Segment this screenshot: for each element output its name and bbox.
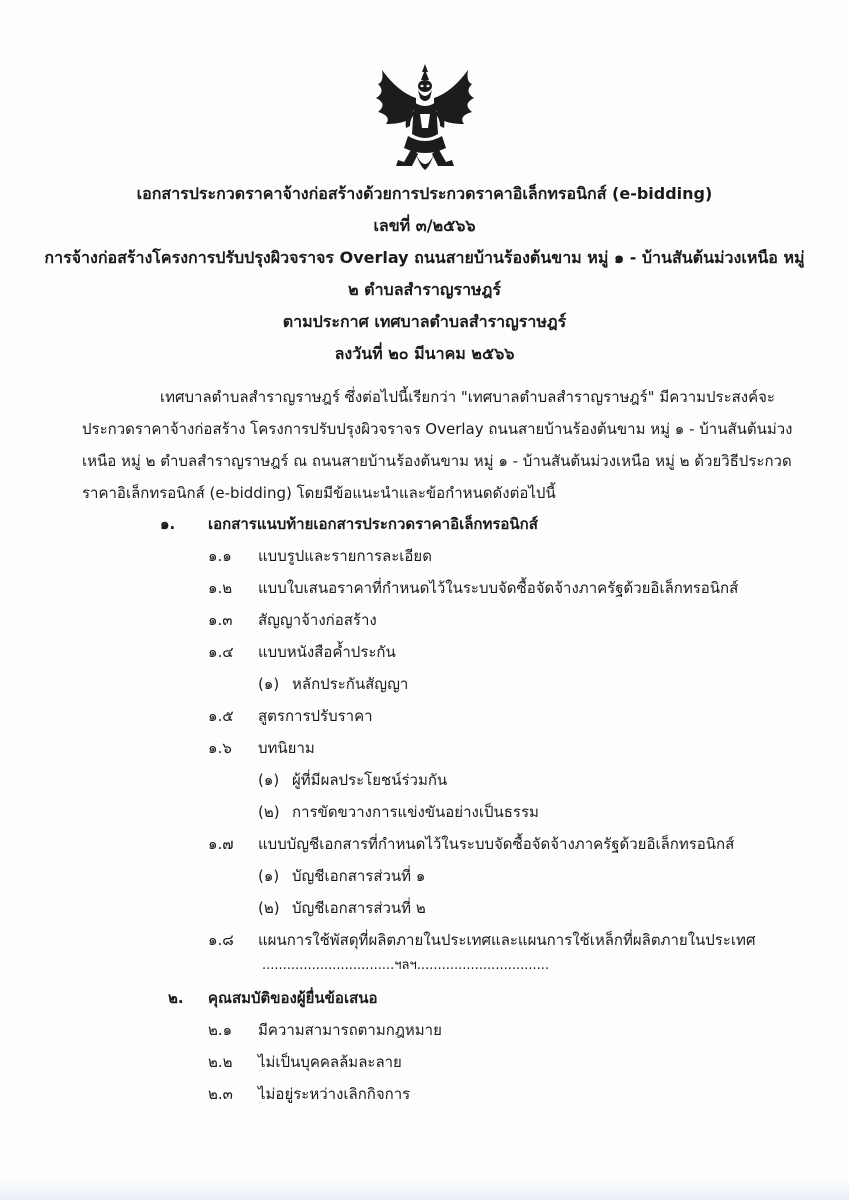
document-number: เลขที่ ๓/๒๕๖๖ xyxy=(373,216,476,235)
project-name-line-1: การจ้างก่อสร้างโครงการปรับปรุงผิวจราจร Overlay ถนนสายบ้านร้องต้นขาม หมู่ ๑ - บ้านสันต้นม่วงเหนือ หมู่ xyxy=(44,248,805,267)
section-1-number: ๑. xyxy=(160,515,176,533)
intro-line-1: เทศบาลตำบลสำราญราษฎร์ ซึ่งต่อไปนี้เรียกว่า "เทศบาลตำบลสำราญราษฎร์" มีความประสงค์จะ xyxy=(160,388,775,406)
intro-line-2: ประกวดราคาจ้างก่อสร้าง โครงการปรับปรุงผิวจราจร Overlay ถนนสายบ้านร้องต้นขาม หมู่ ๑ - บ้านสันต้นม่วง xyxy=(82,420,793,438)
intro-line-3: เหนือ หมู่ ๒ ตำบลสำราญราษฎร์ ณ ถนนสายบ้านร้องต้นขาม หมู่ ๑ - บ้านสันต้นม่วงเหนือ หมู่ ๒ ด้วยวิธีประกวด xyxy=(82,452,792,470)
list-item-number: ๑.๕ xyxy=(208,707,234,725)
etc-line: ................................ฯลฯ................................ xyxy=(262,958,550,973)
list-item: สูตรการปรับราคา xyxy=(258,707,373,725)
list-item-number: ๒.๓ xyxy=(208,1085,233,1103)
sub-list-item: การขัดขวางการแข่งขันอย่างเป็นธรรม xyxy=(292,803,539,821)
garuda-emblem-icon xyxy=(368,62,482,174)
sub-list-item-number: (๑) xyxy=(258,867,280,885)
section-1-title: เอกสารแนบท้ายเอกสารประกวดราคาอิเล็กทรอนิกส์ xyxy=(208,515,538,533)
list-item: บทนิยาม xyxy=(258,739,315,757)
scan-edge xyxy=(0,1178,849,1200)
sub-list-item-number: (๒) xyxy=(258,899,280,917)
list-item-number: ๑.๘ xyxy=(208,931,234,949)
list-item-number: ๑.๔ xyxy=(208,643,234,661)
list-item: ไม่อยู่ระหว่างเลิกกิจการ xyxy=(258,1085,411,1103)
list-item: มีความสามารถตามกฎหมาย xyxy=(258,1021,442,1039)
sub-list-item-number: (๒) xyxy=(258,803,280,821)
section-2-title: คุณสมบัติของผู้ยื่นข้อเสนอ xyxy=(208,989,378,1007)
announcement-date: ลงวันที่ ๒๐ มีนาคม ๒๕๖๖ xyxy=(334,344,515,363)
list-item-number: ๑.๑ xyxy=(208,547,232,565)
sub-list-item-number: (๑) xyxy=(258,771,280,789)
announcement-line: ตามประกาศ เทศบาลตำบลสำราญราษฎร์ xyxy=(282,312,567,331)
list-item: แบบใบเสนอราคาที่กำหนดไว้ในระบบจัดซื้อจัดจ้างภาครัฐด้วยอิเล็กทรอนิกส์ xyxy=(258,579,739,597)
list-item: แผนการใช้พัสดุที่ผลิตภายในประเทศและแผนการใช้เหล็กที่ผลิตภายในประเทศ xyxy=(258,931,756,949)
list-item: แบบหนังสือค้ำประกัน xyxy=(258,643,396,661)
list-item-number: ๑.๗ xyxy=(208,835,234,853)
list-item: แบบรูปและรายการละเอียด xyxy=(258,547,432,565)
document-title: เอกสารประกวดราคาจ้างก่อสร้างด้วยการประกวดราคาอิเล็กทรอนิกส์ (e-bidding) xyxy=(136,184,713,203)
intro-line-4: ราคาอิเล็กทรอนิกส์ (e-bidding) โดยมีข้อแนะนำและข้อกำหนดดังต่อไปนี้ xyxy=(82,484,556,502)
list-item-number: ๒.๑ xyxy=(208,1021,233,1039)
sub-list-item: บัญชีเอกสารส่วนที่ ๑ xyxy=(292,867,426,885)
project-name-line-2: ๒ ตำบลสำราญราษฎร์ xyxy=(348,280,501,299)
sub-list-item: หลักประกันสัญญา xyxy=(292,675,409,693)
list-item-number: ๑.๖ xyxy=(208,739,232,757)
sub-list-item: บัญชีเอกสารส่วนที่ ๒ xyxy=(292,899,426,917)
list-item-number: ๑.๓ xyxy=(208,611,233,629)
sub-list-item: ผู้ที่มีผลประโยชน์ร่วมกัน xyxy=(292,771,448,789)
list-item: ไม่เป็นบุคคลล้มละลาย xyxy=(258,1053,402,1071)
sub-list-item-number: (๑) xyxy=(258,675,280,693)
list-item-number: ๑.๒ xyxy=(208,579,233,597)
section-2-number: ๒. xyxy=(168,989,184,1007)
list-item: สัญญาจ้างก่อสร้าง xyxy=(258,611,377,629)
list-item-number: ๒.๒ xyxy=(208,1053,233,1071)
list-item: แบบบัญชีเอกสารที่กำหนดไว้ในระบบจัดซื้อจัดจ้างภาครัฐด้วยอิเล็กทรอนิกส์ xyxy=(258,835,735,853)
